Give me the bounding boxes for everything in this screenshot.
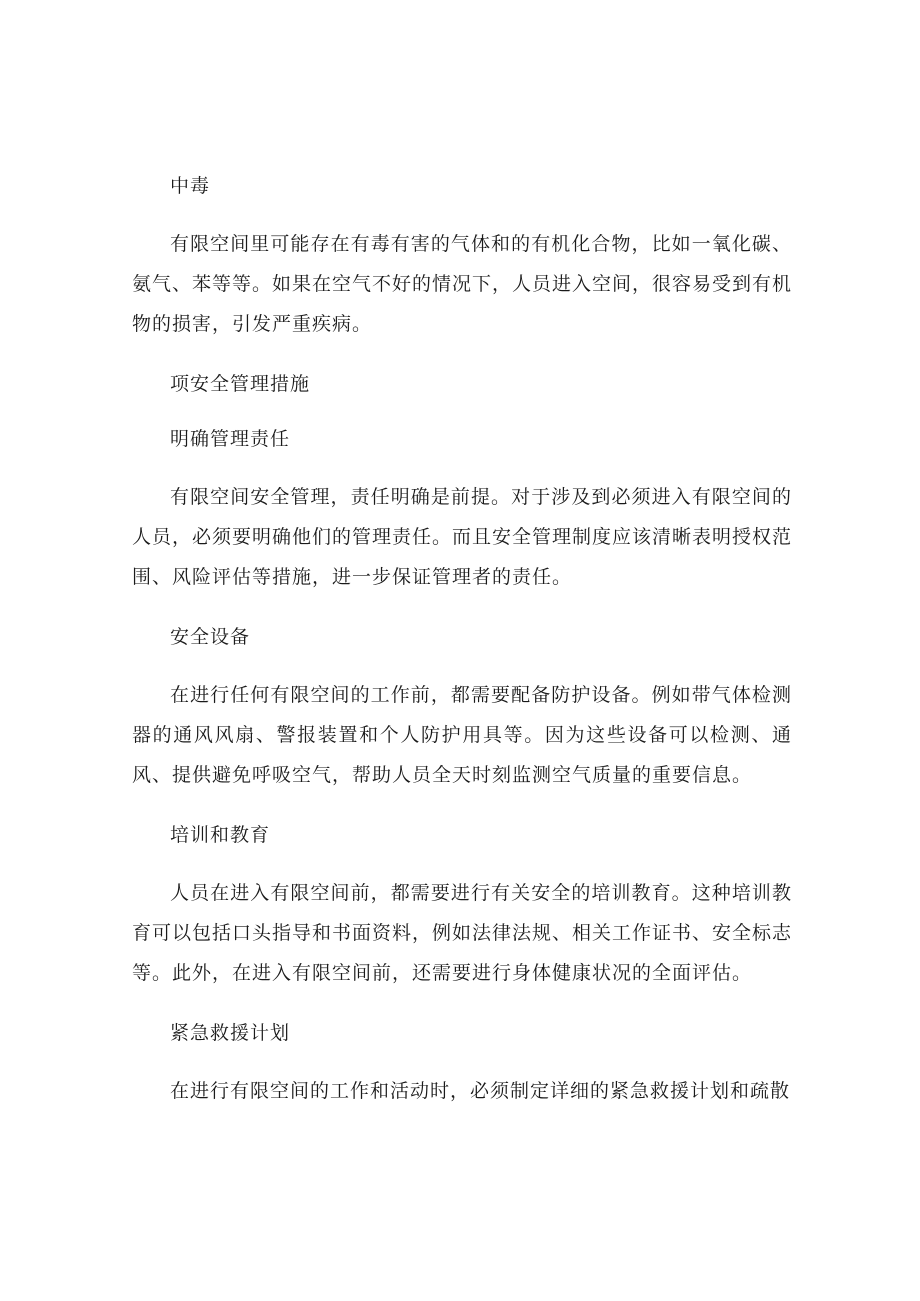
paragraph-emergency-rescue: 在进行有限空间的工作和活动时，必须制定详细的紧急救援计划和疏散 bbox=[170, 1080, 791, 1102]
document-body bbox=[132, 168, 792, 1111]
heading-poisoning: 中毒 bbox=[170, 175, 211, 197]
heading-training-education: 培训和教育 bbox=[170, 824, 271, 846]
paragraph-clear-responsibility: 有限空间安全管理，责任明确是前提。对于涉及到必须进入有限空间的人员，必须要明确他们的管理责任。而且安全管理制度应该清晰表明授权范围、风险评估等措施，进一步保证管理者的责任。 bbox=[132, 486, 793, 588]
heading-safety-equipment: 安全设备 bbox=[170, 626, 251, 648]
paragraph-poisoning: 有限空间里可能存在有毒有害的气体和的有机化合物，比如一氧化碳、氨气、苯等等。如果在空气不好的情况下，人员进入空间，很容易受到有机物的损害，引发严重疾病。 bbox=[132, 233, 793, 335]
paragraph-safety-equipment: 在进行任何有限空间的工作前，都需要配备防护设备。例如带气体检测器的通风风扇、警报装置和个人防护用具等。因为这些设备可以检测、通风、提供避免呼吸空气，帮助人员全天时刻监测空气质量的重要信息。 bbox=[132, 684, 792, 786]
heading-clear-responsibility: 明确管理责任 bbox=[170, 428, 291, 450]
heading-safety-measures: 项安全管理措施 bbox=[170, 373, 311, 395]
paragraph-training-education: 人员在进入有限空间前，都需要进行有关安全的培训教育。这种培训教育可以包括口头指导和书面资料，例如法律法规、相关工作证书、安全标志等。此外，在进入有限空间前，还需要进行身体健康状况的全面评估。 bbox=[132, 882, 793, 984]
heading-emergency-rescue: 紧急救援计划 bbox=[170, 1022, 291, 1044]
